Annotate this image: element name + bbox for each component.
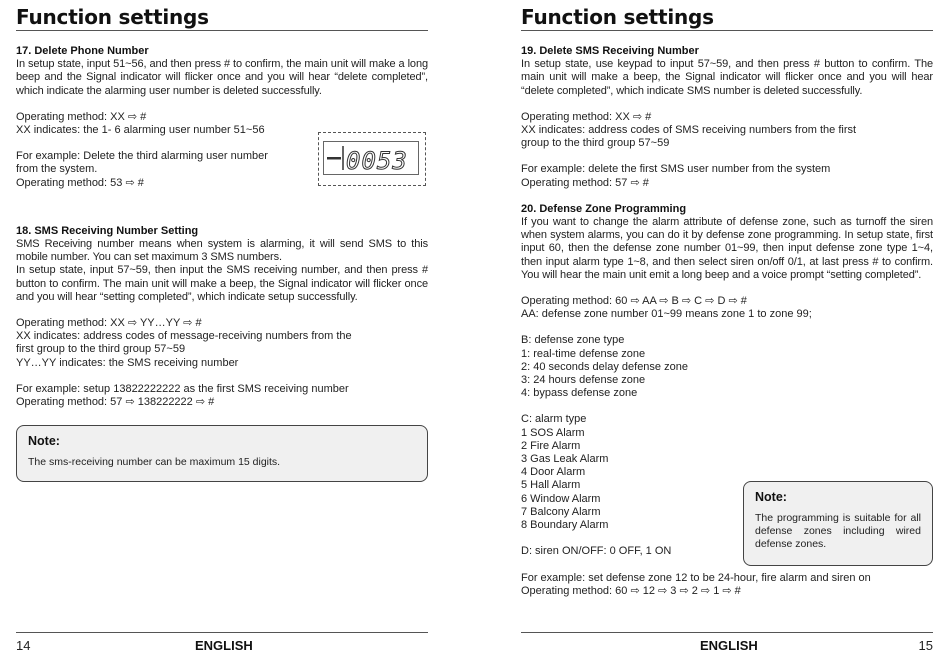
section-18-xx-line-1: XX indicates: address codes of message-receiving numbers from the xyxy=(16,330,352,343)
section-19-xx-line-2: group to the third group 57~59 xyxy=(521,137,670,150)
note-box xyxy=(16,425,428,482)
section-17-operating-method: Operating method: XX ⇨ # xyxy=(16,110,147,123)
section-20-c-title: C: alarm type xyxy=(521,413,587,426)
section-heading-20: 20. Defense Zone Programming xyxy=(521,202,687,215)
list-item: 5 Hall Alarm xyxy=(521,479,581,492)
list-item: 1: real-time defense zone xyxy=(521,347,646,360)
section-heading-19: 19. Delete SMS Receiving Number xyxy=(521,45,699,57)
lcd-digits-graphic xyxy=(324,142,418,174)
footer-language: ENGLISH xyxy=(700,638,758,653)
section-19-example: For example: delete the first SMS user number from the system xyxy=(521,163,831,176)
lcd-screen xyxy=(323,141,419,175)
lcd-digit-text: 0053 xyxy=(346,147,408,174)
section-20-operating-method: Operating method: 60 ⇨ AA ⇨ B ⇨ C ⇨ D ⇨ # xyxy=(521,295,747,308)
header-divider xyxy=(16,30,428,31)
note-box xyxy=(743,481,933,566)
note-body: The sms-receiving number can be maximum 15 digits. xyxy=(28,456,281,468)
section-20-d: D: siren ON/OFF: 0 OFF, 1 ON xyxy=(521,545,672,558)
page-content xyxy=(16,45,428,409)
section-17-example-line-1: For example: Delete the third alarming user number xyxy=(16,150,268,163)
section-19-paragraph: In setup state, use keypad to input 57~59, and then press # button to confirm. The main unit will make a beep, the Signal indicator will flicker once and you will hear “delete completed”, which indicate SMS number is deleted successfully. xyxy=(521,58,933,97)
header-divider xyxy=(521,30,933,31)
note-body: The programming is suitable for all defense zones including wired defense zones. xyxy=(755,512,921,550)
section-heading-17: 17. Delete Phone Number xyxy=(16,45,149,57)
footer-divider xyxy=(16,632,428,633)
list-item: 3 Gas Leak Alarm xyxy=(521,453,609,466)
section-17-xx-indicates: XX indicates: the 1- 6 alarming user number 51~56 xyxy=(16,124,265,137)
section-17-example-method: Operating method: 53 ⇨ # xyxy=(16,176,144,189)
section-18-xx-line-2: first group to the third group 57~59 xyxy=(16,343,186,356)
list-item: 2: 40 seconds delay defense zone xyxy=(521,360,688,373)
section-18-yy-indicates: YY…YY indicates: the SMS receiving number xyxy=(16,356,239,369)
list-item: 4 Door Alarm xyxy=(521,466,586,479)
section-20-b-title: B: defense zone type xyxy=(521,334,625,347)
section-19-example-method: Operating method: 57 ⇨ # xyxy=(521,176,649,189)
section-18-paragraph-2: In setup state, input 57~59, then input the SMS receiving number, and then press # button to confirm. The main unit will make a beep, the Signal indicator will flicker once and you will hear “setting completed”, which indicate setup successfully. xyxy=(16,264,428,303)
page-title: Function settings xyxy=(16,5,209,29)
section-19-xx-line-1: XX indicates: address codes of SMS receiving numbers from the first xyxy=(521,124,857,137)
section-20-example: For example: set defense zone 12 to be 24-hour, fire alarm and siren on xyxy=(521,571,871,584)
lcd-display-illustration xyxy=(318,132,426,186)
note-title: Note: xyxy=(28,434,60,448)
section-19-operating-method: Operating method: XX ⇨ # xyxy=(521,110,652,123)
section-18-paragraph-1: SMS Receiving number means when system is alarming, it will send SMS to this mobile number. You can set maximum 3 SMS numbers. xyxy=(16,238,428,264)
footer-divider xyxy=(521,632,933,633)
list-item: 1 SOS Alarm xyxy=(521,426,585,439)
list-item: 8 Boundary Alarm xyxy=(521,519,609,532)
list-item: 3: 24 hours defense zone xyxy=(521,374,646,387)
page-number: 15 xyxy=(918,638,933,653)
list-item: 4: bypass defense zone xyxy=(521,387,638,400)
page-title: Function settings xyxy=(521,5,714,29)
section-18-operating-method: Operating method: XX ⇨ YY…YY ⇨ # xyxy=(16,317,202,330)
list-item: 7 Balcony Alarm xyxy=(521,505,601,518)
section-20-aa: AA: defense zone number 01~99 means zone 1 to zone 99; xyxy=(521,308,812,321)
section-18-example-method: Operating method: 57 ⇨ 138222222 ⇨ # xyxy=(16,396,215,409)
footer-language: ENGLISH xyxy=(195,638,253,653)
note-title: Note: xyxy=(755,490,787,504)
section-20-example-method: Operating method: 60 ⇨ 12 ⇨ 3 ⇨ 2 ⇨ 1 ⇨ # xyxy=(521,584,741,597)
page-15 xyxy=(521,0,933,659)
page-14 xyxy=(16,0,428,659)
page-number: 14 xyxy=(16,638,31,653)
section-17-example-line-2: from the system. xyxy=(16,163,98,176)
section-18-example: For example: setup 13822222222 as the first SMS receiving number xyxy=(16,382,349,395)
section-heading-18: 18. SMS Receiving Number Setting xyxy=(16,224,199,237)
list-item: 2 Fire Alarm xyxy=(521,439,581,452)
section-17-paragraph: In setup state, input 51~56, and then press # to confirm, the main unit will make a long beep and the Signal indicator will flicker once and you will hear “delete completed”, which indicate the alarming user number is deleted successfully. xyxy=(16,58,428,97)
list-item: 6 Window Alarm xyxy=(521,492,601,505)
section-20-paragraph: If you want to change the alarm attribute of defense zone, such as turnoff the siren when system alarms, you can do it by defense zone programming. In setup state, first input 60, then the defense zone number 01~99, then input defense zone type 1~4, then input alarm type 1~8, and then select siren on/off 0/1, at last press # to confirm. You will hear the main unit emit a long beep and a voice prompt “setting completed”. xyxy=(521,216,933,281)
